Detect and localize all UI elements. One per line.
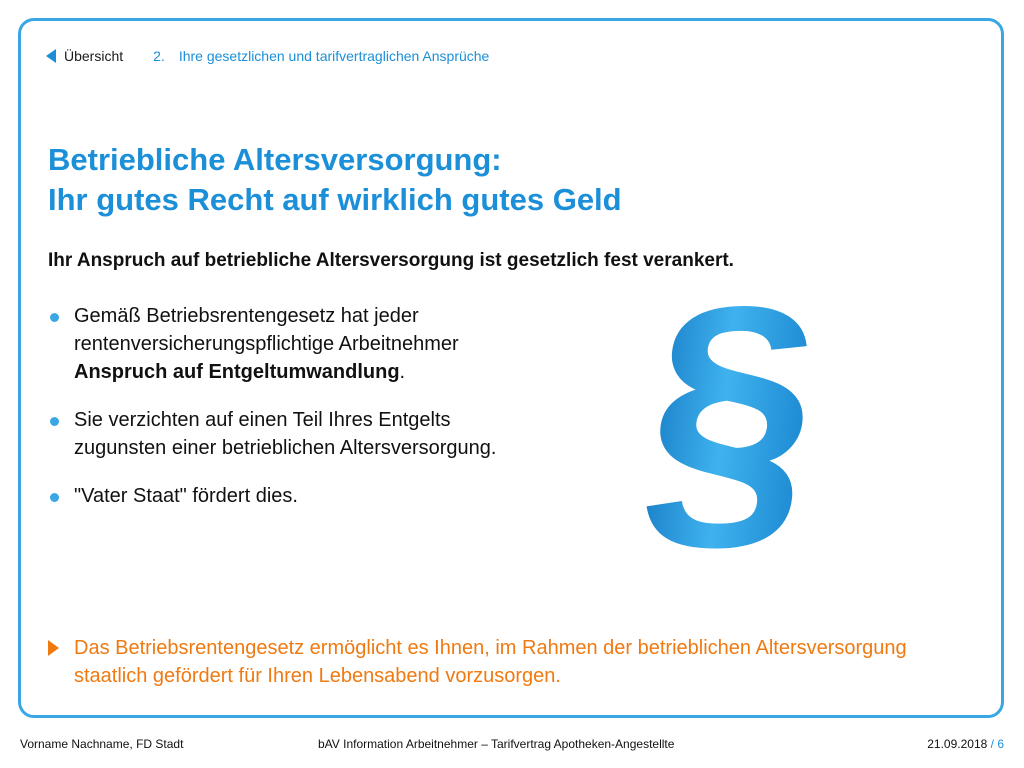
bullet-dot-icon	[50, 417, 59, 426]
back-arrow-icon	[46, 49, 56, 63]
overview-link-label: Übersicht	[64, 48, 124, 64]
paragraph-symbol: §	[631, 243, 834, 579]
footer-date-page	[927, 737, 1004, 751]
subheading: Ihr Anspruch auf betriebliche Altersversorgung ist gesetzlich fest verankert.	[48, 250, 734, 271]
footer-author: Vorname Nachname, FD Stadt	[20, 737, 184, 751]
section-title: Ihre gesetzlichen und tarifvertraglichen Ansprüche	[178, 48, 490, 64]
bullet-text-bold: Anspruch auf Entgeltumwandlung	[74, 361, 400, 383]
bullet-item	[48, 302, 528, 386]
bullet-item	[48, 406, 528, 462]
page-title-line-1: Betriebliche Altersversorgung:	[48, 142, 502, 177]
bullet-list	[48, 302, 528, 530]
bullet-item	[48, 482, 528, 510]
section-number: 2.	[153, 48, 165, 64]
breadcrumb	[46, 46, 489, 66]
overview-link[interactable]	[46, 48, 123, 64]
footer-title: bAV Information Arbeitnehmer – Tarifvertrag Apotheken-Angestellte	[318, 737, 675, 751]
callout-arrow-icon	[48, 640, 59, 656]
page-title	[48, 140, 948, 220]
bullet-text-pre: Gemäß Betriebsrentengesetz hat jeder rentenversicherungspflichtige Arbeitnehmer	[74, 305, 459, 355]
callout-note	[48, 634, 974, 690]
callout-text: Das Betriebsrentengesetz ermöglicht es Ihnen, im Rahmen der betrieblichen Altersversorgung staatlich gefördert für Ihren Lebensabend vorzusorgen.	[74, 637, 907, 687]
bullet-dot-icon	[50, 313, 59, 322]
bullet-text: Sie verzichten auf einen Teil Ihres Entgelts zugunsten einer betrieblichen Altersversorgung.	[74, 409, 497, 459]
page-number: 6	[997, 737, 1004, 751]
bullet-dot-icon	[50, 493, 59, 502]
footer-date: 21.09.2018	[927, 737, 988, 751]
bullet-text-post: .	[399, 361, 406, 383]
bullet-text: "Vater Staat" fördert dies.	[74, 485, 298, 507]
footer-separator: /	[987, 737, 998, 751]
page-title-line-2: Ihr gutes Recht auf wirklich gutes Geld	[48, 182, 622, 217]
paragraph-symbol-icon	[631, 243, 835, 579]
